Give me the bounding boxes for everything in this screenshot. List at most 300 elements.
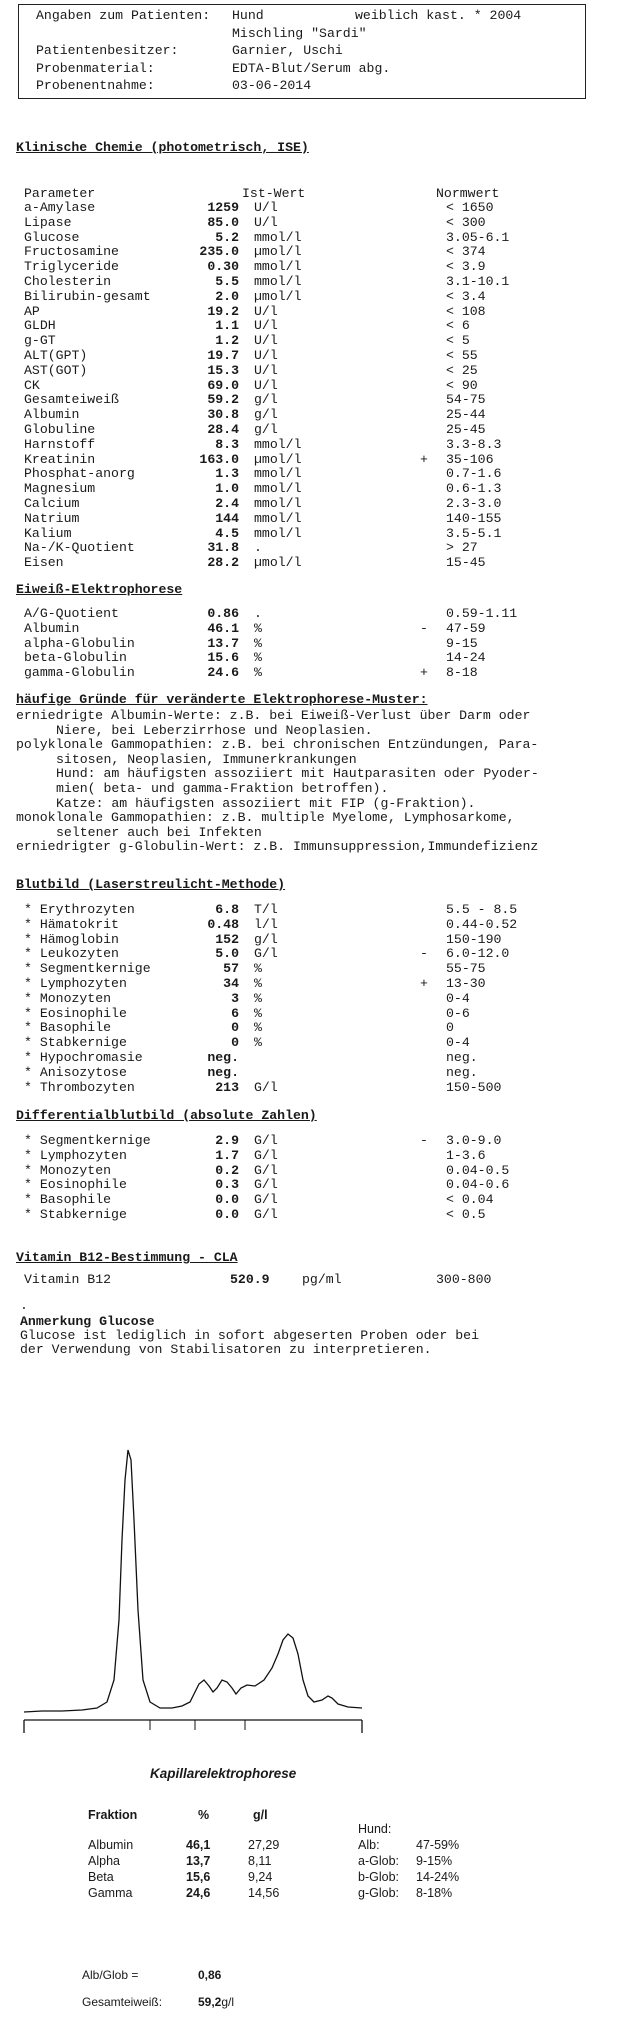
param-value: 8.3 xyxy=(215,436,239,452)
patient-label: Patientenbesitzer: xyxy=(36,43,179,58)
param-norm: < 3.4 xyxy=(446,288,486,304)
param-norm: 0.59-1.11 xyxy=(446,606,518,621)
kap-fraktion-name: Gamma xyxy=(88,1886,133,1900)
lab-row xyxy=(24,1065,584,1080)
electrophoresis-curve xyxy=(22,1430,462,1750)
param-unit: g/l xyxy=(254,392,278,408)
lab-row xyxy=(24,540,584,555)
param-value: 85.0 xyxy=(207,214,239,230)
param-name: Bilirubin-gesamt xyxy=(24,288,151,304)
lab-row xyxy=(24,1020,584,1035)
lab-row xyxy=(24,244,584,259)
kap-fraktion-name: Alpha xyxy=(88,1854,120,1868)
param-name: * Stabkernige xyxy=(24,1035,127,1051)
patient-label: Probenmaterial: xyxy=(36,60,155,76)
lab-row xyxy=(24,621,584,636)
param-norm: < 108 xyxy=(446,303,486,319)
lab-row xyxy=(24,289,584,304)
param-value: 15.6 xyxy=(207,650,239,666)
param-unit: U/l xyxy=(254,303,278,319)
param-name: * Lymphozyten xyxy=(24,976,127,991)
param-name: Harnstoff xyxy=(24,436,96,452)
param-value: 1259 xyxy=(207,200,239,215)
gesamteiweiss-label: Gesamteiweiß: xyxy=(82,1995,163,2009)
lab-row xyxy=(24,318,584,333)
kap-ref-title: Hund: xyxy=(358,1822,392,1836)
param-unit: G/l xyxy=(254,946,278,962)
param-name: * Thrombozyten xyxy=(24,1079,135,1095)
param-unit: % xyxy=(254,1020,262,1036)
anmerkung-line-1: Glucose ist lediglich in sofort abgeserten Proben oder bei xyxy=(20,1328,479,1343)
lab-row xyxy=(24,636,584,651)
param-value: 19.2 xyxy=(207,303,239,319)
param-unit: g/l xyxy=(254,422,278,437)
gruende-line: polyklonale Gammopathien: z.B. bei chronischen Entzündungen, Para- xyxy=(16,737,539,753)
param-norm: 3.1-10.1 xyxy=(446,274,510,289)
lab-row xyxy=(24,902,584,917)
alb-glob-label: Alb/Glob = xyxy=(82,1968,139,1982)
kap-header-pct: % xyxy=(198,1808,210,1822)
param-value: 6 xyxy=(231,1005,239,1021)
param-norm: 0.04-0.5 xyxy=(446,1162,510,1178)
param-unit: mmol/l xyxy=(254,466,302,482)
lab-row xyxy=(24,1080,584,1095)
curve-trace xyxy=(24,1450,362,1712)
param-name: Phosphat-anorg xyxy=(24,466,135,482)
gruende-line: erniedrigter g-Globulin-Wert: z.B. Immunsuppression,Immundefizienz xyxy=(16,839,539,855)
param-norm: 0 xyxy=(446,1020,454,1036)
param-name: GLDH xyxy=(24,318,56,334)
param-unit: % xyxy=(254,620,262,636)
param-norm: 3.0-9.0 xyxy=(446,1133,502,1148)
param-norm: 1-3.6 xyxy=(446,1147,486,1163)
param-value: 0.2 xyxy=(215,1162,239,1178)
param-name: beta-Globulin xyxy=(24,650,127,666)
param-name: * Segmentkernige xyxy=(24,961,151,977)
param-unit: % xyxy=(254,650,262,666)
param-norm: 150-190 xyxy=(446,931,502,947)
param-name: * Hypochromasie xyxy=(24,1050,143,1065)
kap-fraktion-gl: 8,11 xyxy=(248,1854,272,1868)
param-name: Glucose xyxy=(24,229,80,245)
kap-ref-label: b-Glob: xyxy=(358,1870,399,1884)
kap-fraktion-pct: 24,6 xyxy=(186,1886,211,1900)
param-unit: G/l xyxy=(254,1162,278,1178)
param-value: 15.3 xyxy=(207,362,239,378)
param-unit: U/l xyxy=(254,362,278,378)
kapillar-title: Kapillarelektrophorese xyxy=(150,1766,297,1781)
param-name: Eisen xyxy=(24,555,64,571)
param-flag: + xyxy=(420,451,428,467)
lab-row xyxy=(24,407,584,422)
param-unit: µmol/l xyxy=(254,555,302,571)
param-norm: 0.7-1.6 xyxy=(446,466,502,482)
param-value: 0 xyxy=(231,1020,239,1036)
param-norm: < 90 xyxy=(446,377,478,393)
param-norm: 0.04-0.6 xyxy=(446,1177,510,1193)
alb-glob-value: 0,86 xyxy=(198,1968,222,1982)
patient-value: Garnier, Uschi xyxy=(232,43,343,58)
param-name: g-GT xyxy=(24,333,56,349)
param-unit: G/l xyxy=(254,1147,278,1163)
vitamin-b12-row xyxy=(24,1272,584,1287)
param-value: 31.8 xyxy=(207,540,239,556)
param-unit: T/l xyxy=(254,902,278,917)
lab-row xyxy=(24,1163,584,1178)
lab-row xyxy=(24,437,584,452)
param-value: 1.2 xyxy=(215,333,239,349)
param-value: 30.8 xyxy=(207,407,239,423)
param-norm: 0-6 xyxy=(446,1005,470,1021)
patient-value: 03-06-2014 xyxy=(232,78,312,93)
param-name: * Stabkernige xyxy=(24,1207,127,1222)
lab-row xyxy=(24,650,584,665)
param-unit: G/l xyxy=(254,1177,278,1193)
lab-row xyxy=(24,304,584,319)
param-name: ALT(GPT) xyxy=(24,348,88,363)
param-name: * Lymphozyten xyxy=(24,1147,127,1163)
gruende-line: seltener auch bei Infekten xyxy=(56,824,262,840)
param-value: 34 xyxy=(223,976,239,991)
kap-ref-value: 47-59% xyxy=(416,1838,460,1852)
param-name: * Hämoglobin xyxy=(24,931,119,947)
param-value: 1.7 xyxy=(215,1147,239,1163)
param-name: A/G-Quotient xyxy=(24,606,119,621)
kap-ref-label: g-Glob: xyxy=(358,1886,399,1900)
gruende-line: erniedrigte Albumin-Werte: z.B. bei Eiweiß-Verlust über Darm oder xyxy=(16,708,531,723)
section-title-blutbild: Blutbild (Laserstreulicht-Methode) xyxy=(16,877,286,892)
param-unit: U/l xyxy=(254,200,278,215)
param-unit: U/l xyxy=(254,318,278,334)
param-value: neg. xyxy=(207,1064,239,1080)
param-name: Kalium xyxy=(24,525,72,541)
param-unit: G/l xyxy=(254,1133,278,1148)
param-name: * Segmentkernige xyxy=(24,1133,151,1148)
section-title-eiweiss: Eiweiß-Elektrophorese xyxy=(16,582,183,597)
param-value: 144 xyxy=(215,510,239,526)
param-name: Lipase xyxy=(24,214,72,230)
param-norm: < 1650 xyxy=(446,200,494,215)
param-unit: % xyxy=(254,976,262,991)
kap-fraktion-gl: 14,56 xyxy=(248,1886,280,1900)
param-norm: < 3.9 xyxy=(446,259,486,275)
kap-header-gl: g/l xyxy=(253,1808,268,1822)
gruende-line: monoklonale Gammopathien: z.B. multiple Myelome, Lymphosarkome, xyxy=(16,810,515,826)
param-value: 0.48 xyxy=(207,916,239,932)
param-name: * Hämatokrit xyxy=(24,916,119,932)
param-value: 5.0 xyxy=(215,946,239,962)
gruende-line: Niere, bei Leberzirrhose und Neoplasien. xyxy=(56,722,373,738)
lab-row xyxy=(24,215,584,230)
lab-row xyxy=(24,392,584,407)
lab-row xyxy=(24,452,584,467)
section-title-vitamin: Vitamin B12-Bestimmung - CLA xyxy=(16,1250,238,1265)
param-norm: 9-15 xyxy=(446,635,478,651)
lab-row xyxy=(24,932,584,947)
param-value: 152 xyxy=(215,931,239,947)
param-name: Fructosamine xyxy=(24,244,119,260)
param-unit: U/l xyxy=(254,214,278,230)
lab-row xyxy=(24,363,584,378)
param-value: 0 xyxy=(231,1035,239,1051)
kap-ref-value: 14-24% xyxy=(416,1870,460,1884)
lab-row xyxy=(24,1148,584,1163)
anmerkung-title: Anmerkung Glucose xyxy=(20,1314,155,1329)
header-parameter: Parameter xyxy=(24,186,96,201)
param-value: 13.7 xyxy=(207,635,239,651)
param-unit: µmol/l xyxy=(254,244,302,260)
kap-ref-label: Alb: xyxy=(358,1838,380,1852)
param-unit: g/l xyxy=(254,407,278,423)
param-flag: - xyxy=(420,620,428,636)
param-unit: G/l xyxy=(254,1207,278,1222)
param-name: * Anisozytose xyxy=(24,1064,127,1080)
param-name: * Basophile xyxy=(24,1192,112,1208)
param-name: a-Amylase xyxy=(24,200,96,215)
param-norm: < 374 xyxy=(446,244,486,260)
gruende-line: mien( beta- und gamma-Fraktion betroffen). xyxy=(56,781,389,796)
param-norm: 3.3-8.3 xyxy=(446,436,502,452)
param-value: 5.5 xyxy=(215,274,239,289)
param-norm: 0.44-0.52 xyxy=(446,916,518,932)
param-value: 235.0 xyxy=(199,244,239,260)
param-norm: 8-18 xyxy=(446,665,478,681)
param-name: Calcium xyxy=(24,496,80,511)
param-norm: 54-75 xyxy=(446,392,486,408)
param-norm: < 300 xyxy=(446,214,486,230)
param-value: 24.6 xyxy=(207,665,239,681)
param-value: 0.0 xyxy=(215,1192,239,1208)
param-value: 0.30 xyxy=(207,259,239,275)
patient-label: Probenentnahme: xyxy=(36,78,155,93)
param-value: 28.2 xyxy=(207,555,239,571)
param-norm: 3.05-6.1 xyxy=(446,229,510,245)
lab-row xyxy=(24,526,584,541)
lab-row xyxy=(24,274,584,289)
lab-row xyxy=(24,1177,584,1192)
vitamin-value: 520.9 xyxy=(230,1272,270,1287)
param-value: 2.9 xyxy=(215,1133,239,1148)
vitamin-norm: 300-800 xyxy=(436,1272,492,1287)
lab-row xyxy=(24,378,584,393)
kap-ref-label: a-Glob: xyxy=(358,1854,399,1868)
param-unit: % xyxy=(254,1005,262,1021)
lab-row xyxy=(24,1207,584,1222)
vitamin-param: Vitamin B12 xyxy=(24,1272,112,1287)
param-value: 163.0 xyxy=(199,451,239,467)
lab-row xyxy=(24,1006,584,1021)
param-value: 0.3 xyxy=(215,1177,239,1193)
param-name: * Eosinophile xyxy=(24,1177,127,1193)
header-normwert: Normwert xyxy=(436,186,500,201)
param-norm: 140-155 xyxy=(446,510,502,526)
patient-extra: weiblich kast. * 2004 xyxy=(355,8,522,23)
param-norm: neg. xyxy=(446,1064,478,1080)
param-norm: 15-45 xyxy=(446,555,486,571)
section-title-klinische-chemie: Klinische Chemie (photometrisch, ISE) xyxy=(16,140,309,155)
param-norm: 35-106 xyxy=(446,451,494,467)
section-title-gruende: häufige Gründe für veränderte Elektrophorese-Muster: xyxy=(16,692,428,707)
param-unit: G/l xyxy=(254,1079,278,1095)
param-value: 2.4 xyxy=(215,496,239,511)
param-norm: < 25 xyxy=(446,362,478,378)
param-value: 3 xyxy=(231,990,239,1006)
gruende-line: Hund: am häufigsten assoziiert mit Hautparasiten oder Pyoder- xyxy=(56,766,539,782)
vitamin-unit: pg/ml xyxy=(302,1272,342,1287)
param-name: Kreatinin xyxy=(24,451,96,467)
param-unit: % xyxy=(254,665,262,681)
param-name: gamma-Globulin xyxy=(24,665,135,681)
param-value: 57 xyxy=(223,961,239,977)
param-unit: % xyxy=(254,990,262,1006)
lab-row xyxy=(24,1133,584,1148)
lab-row xyxy=(24,496,584,511)
param-value: 213 xyxy=(215,1079,239,1095)
lab-row xyxy=(24,481,584,496)
kap-fraktion-name: Beta xyxy=(88,1870,114,1884)
kap-header-fraktion: Fraktion xyxy=(88,1808,138,1822)
param-unit: mmol/l xyxy=(254,510,302,526)
kap-fraktion-pct: 46,1 xyxy=(186,1838,211,1852)
param-value: 28.4 xyxy=(207,422,239,437)
param-unit: U/l xyxy=(254,377,278,393)
param-value: 46.1 xyxy=(207,620,239,636)
patient-value: EDTA-Blut/Serum abg. xyxy=(232,60,391,76)
kap-ref-value: 9-15% xyxy=(416,1854,453,1868)
param-name: CK xyxy=(24,377,40,393)
param-name: Cholesterin xyxy=(24,274,112,289)
param-name: Triglyceride xyxy=(24,259,119,275)
param-unit: l/l xyxy=(254,916,278,932)
kap-fraktion-gl: 9,24 xyxy=(248,1870,273,1884)
param-norm: < 6 xyxy=(446,318,470,334)
param-unit: . xyxy=(254,540,262,556)
param-unit: mmol/l xyxy=(254,259,302,275)
param-name: * Eosinophile xyxy=(24,1005,127,1021)
lab-row xyxy=(24,466,584,481)
param-unit: mmol/l xyxy=(254,496,302,511)
lab-row xyxy=(24,555,584,570)
param-flag: - xyxy=(420,946,428,962)
param-value: 5.2 xyxy=(215,229,239,245)
param-unit: mmol/l xyxy=(254,229,302,245)
param-norm: 6.0-12.0 xyxy=(446,946,510,962)
param-value: 0.86 xyxy=(207,606,239,621)
kap-fraktion-pct: 15,6 xyxy=(186,1870,211,1884)
param-value: 1.3 xyxy=(215,466,239,482)
param-value: 4.5 xyxy=(215,525,239,541)
lab-row xyxy=(24,230,584,245)
patient-value: Hund xyxy=(232,8,264,23)
lab-row xyxy=(24,1035,584,1050)
param-value: 1.0 xyxy=(215,481,239,497)
gesamteiweiss-unit: g/l xyxy=(221,1995,235,2009)
lab-row xyxy=(24,422,584,437)
param-name: AP xyxy=(24,303,40,319)
param-value: 0.0 xyxy=(215,1207,239,1222)
lab-row xyxy=(24,259,584,274)
param-unit: % xyxy=(254,635,262,651)
lab-row xyxy=(24,961,584,976)
param-unit: G/l xyxy=(254,1192,278,1208)
gruende-line: sitosen, Neoplasien, Immunerkrankungen xyxy=(56,751,357,767)
kap-ref-value: 8-18% xyxy=(416,1886,453,1900)
param-norm: 2.3-3.0 xyxy=(446,496,502,511)
param-name: Gesamteiweiß xyxy=(24,392,119,408)
param-unit: mmol/l xyxy=(254,481,302,497)
lab-row xyxy=(24,333,584,348)
lab-row xyxy=(24,1192,584,1207)
param-unit: . xyxy=(254,606,262,621)
lab-row xyxy=(24,665,584,680)
param-unit: U/l xyxy=(254,348,278,363)
param-norm: > 27 xyxy=(446,540,478,556)
kap-fraktion-pct: 13,7 xyxy=(186,1854,211,1868)
lab-row xyxy=(24,976,584,991)
param-unit: µmol/l xyxy=(254,288,302,304)
param-name: * Erythrozyten xyxy=(24,902,135,917)
lab-row xyxy=(24,946,584,961)
param-norm: 5.5 - 8.5 xyxy=(446,902,518,917)
param-name: Natrium xyxy=(24,510,80,526)
param-norm: 14-24 xyxy=(446,650,486,666)
param-norm: 55-75 xyxy=(446,961,486,977)
gesamteiweiss-number: 59,2 xyxy=(198,1995,222,2009)
param-unit: g/l xyxy=(254,931,278,947)
param-norm: < 0.5 xyxy=(446,1207,486,1222)
lab-row xyxy=(24,606,584,621)
param-norm: 3.5-5.1 xyxy=(446,525,502,541)
param-name: Albumin xyxy=(24,620,80,636)
param-name: Albumin xyxy=(24,407,80,423)
section-title-differential: Differentialblutbild (absolute Zahlen) xyxy=(16,1108,317,1123)
param-name: AST(GOT) xyxy=(24,362,88,378)
param-flag: + xyxy=(420,976,428,991)
param-unit: U/l xyxy=(254,333,278,349)
param-norm: 150-500 xyxy=(446,1079,502,1095)
lab-row xyxy=(24,348,584,363)
gesamteiweiss-value xyxy=(198,1995,234,2009)
param-norm: 0-4 xyxy=(446,1035,470,1051)
gruende-line: Katze: am häufigsten assoziiert mit FIP (g-Fraktion). xyxy=(56,795,476,811)
param-value: 1.1 xyxy=(215,318,239,334)
kap-fraktion-name: Albumin xyxy=(88,1838,134,1852)
param-value: 6.8 xyxy=(215,902,239,917)
param-value: 2.0 xyxy=(215,288,239,304)
param-name: * Basophile xyxy=(24,1020,112,1036)
lab-row xyxy=(24,200,584,215)
param-name: alpha-Globulin xyxy=(24,635,135,651)
lab-row xyxy=(24,991,584,1006)
param-flag: + xyxy=(420,665,428,681)
patient-label: Angaben zum Patienten: xyxy=(36,8,211,23)
param-norm: 25-44 xyxy=(446,407,486,423)
param-name: * Monozyten xyxy=(24,1162,112,1178)
patient-value: Mischling "Sardi" xyxy=(232,25,367,41)
param-unit: mmol/l xyxy=(254,274,302,289)
param-value: neg. xyxy=(207,1050,239,1065)
param-value: 69.0 xyxy=(207,377,239,393)
param-value: 19.7 xyxy=(207,348,239,363)
lab-row xyxy=(24,917,584,932)
param-norm: neg. xyxy=(446,1050,478,1065)
param-unit: µmol/l xyxy=(254,451,302,467)
param-name: Magnesium xyxy=(24,481,96,497)
chem-header xyxy=(24,186,584,201)
param-unit: % xyxy=(254,1035,262,1051)
param-norm: < 5 xyxy=(446,333,470,349)
anmerkung-line-2: der Verwendung von Stabilisatoren zu interpretieren. xyxy=(20,1342,432,1357)
